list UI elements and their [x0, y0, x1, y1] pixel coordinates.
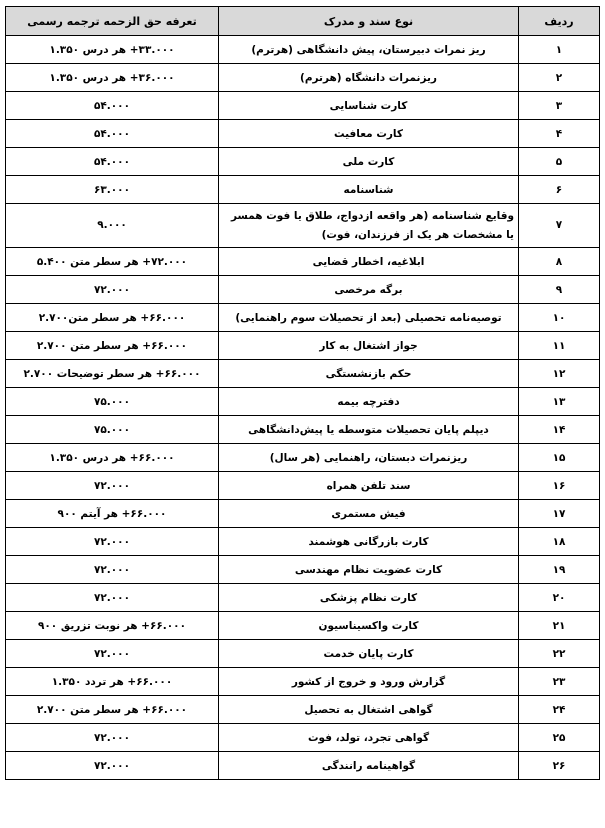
row-number: ۱۷ [519, 500, 600, 528]
row-number: ۲ [519, 64, 600, 92]
row-number: ۱۲ [519, 360, 600, 388]
row-number: ۲۱ [519, 612, 600, 640]
document-type: کارت نظام پزشکی [219, 584, 519, 612]
document-type: حکم بازنشستگی [219, 360, 519, 388]
document-type: فیش مستمری [219, 500, 519, 528]
document-type: توصیه‌نامه تحصیلی (بعد از تحصیلات سوم راهنمایی) [219, 304, 519, 332]
row-number: ۲۶ [519, 752, 600, 780]
table-row [6, 176, 600, 204]
row-number: ۲۵ [519, 724, 600, 752]
translation-fee: ۶۶.۰۰۰+ هر سطر متن ۲.۷۰۰ [6, 332, 219, 360]
translation-fee: ۹.۰۰۰ [6, 204, 219, 248]
translation-fee: ۷۲.۰۰۰ [6, 472, 219, 500]
translation-fee: ۶۶.۰۰۰+ هر سطر متن۲.۷۰۰ [6, 304, 219, 332]
row-number: ۲۴ [519, 696, 600, 724]
document-type: کارت بازرگانی هوشمند [219, 528, 519, 556]
document-type: دیپلم پایان تحصیلات متوسطه یا پیش‌دانشگاهی [219, 416, 519, 444]
translation-fee: ۷۲.۰۰۰ [6, 528, 219, 556]
row-number: ۹ [519, 276, 600, 304]
header-document-type: نوع سند و مدرک [219, 7, 519, 36]
table-row [6, 444, 600, 472]
document-type: ریزنمرات دانشگاه (هرترم) [219, 64, 519, 92]
document-type: کارت معافیت [219, 120, 519, 148]
document-type: ریزنمرات دبستان، راهنمایی (هر سال) [219, 444, 519, 472]
table-row [6, 500, 600, 528]
table-row [6, 248, 600, 276]
table-row [6, 668, 600, 696]
translation-fee: ۶۶.۰۰۰+ هر نوبت تزریق ۹۰۰ [6, 612, 219, 640]
translation-fee: ۵۴.۰۰۰ [6, 148, 219, 176]
row-number: ۳ [519, 92, 600, 120]
table-row [6, 120, 600, 148]
table-row [6, 92, 600, 120]
document-type: برگه مرخصی [219, 276, 519, 304]
row-number: ۱۶ [519, 472, 600, 500]
row-number: ۱ [519, 36, 600, 64]
translation-fee: ۷۵.۰۰۰ [6, 416, 219, 444]
table-row [6, 640, 600, 668]
document-type: کارت ملی [219, 148, 519, 176]
translation-fee: ۷۲.۰۰۰ [6, 640, 219, 668]
table-row [6, 528, 600, 556]
document-type: کارت پایان خدمت [219, 640, 519, 668]
header-translation-fee: تعرفه حق الزحمه ترجمه رسمی [6, 7, 219, 36]
translation-fee-table [5, 6, 600, 780]
document-type: گواهی تجرد، تولد، فوت [219, 724, 519, 752]
table-row [6, 36, 600, 64]
translation-fee: ۳۳.۰۰۰+ هر درس ۱.۳۵۰ [6, 36, 219, 64]
table-row [6, 332, 600, 360]
translation-fee: ۳۶.۰۰۰+ هر درس ۱.۳۵۰ [6, 64, 219, 92]
translation-fee: ۶۶.۰۰۰+ هر سطر متن ۲.۷۰۰ [6, 696, 219, 724]
translation-fee: ۷۲.۰۰۰+ هر سطر متن ۵.۴۰۰ [6, 248, 219, 276]
translation-fee: ۷۲.۰۰۰ [6, 724, 219, 752]
translation-fee: ۶۶.۰۰۰+ هر سطر توضیحات ۲.۷۰۰ [6, 360, 219, 388]
table-row [6, 416, 600, 444]
fee-table-container [5, 6, 599, 780]
translation-fee: ۷۲.۰۰۰ [6, 276, 219, 304]
table-row [6, 148, 600, 176]
table-row [6, 556, 600, 584]
document-type: گواهینامه رانندگی [219, 752, 519, 780]
translation-fee: ۵۴.۰۰۰ [6, 92, 219, 120]
row-number: ۲۰ [519, 584, 600, 612]
document-type: کارت عضویت نظام مهندسی [219, 556, 519, 584]
translation-fee: ۵۴.۰۰۰ [6, 120, 219, 148]
document-type: شناسنامه [219, 176, 519, 204]
row-number: ۲۲ [519, 640, 600, 668]
translation-fee: ۶۶.۰۰۰+ هر درس ۱.۳۵۰ [6, 444, 219, 472]
row-number: ۱۹ [519, 556, 600, 584]
row-number: ۷ [519, 204, 600, 248]
translation-fee: ۷۲.۰۰۰ [6, 584, 219, 612]
document-type: ابلاغیه، اخطار قضایی [219, 248, 519, 276]
row-number: ۱۳ [519, 388, 600, 416]
row-number: ۱۵ [519, 444, 600, 472]
document-type: گزارش ورود و خروج از کشور [219, 668, 519, 696]
document-type: ریز نمرات دبیرستان، پیش دانشگاهی (هرترم) [219, 36, 519, 64]
translation-fee: ۷۲.۰۰۰ [6, 752, 219, 780]
row-number: ۱۴ [519, 416, 600, 444]
row-number: ۸ [519, 248, 600, 276]
table-header-row [6, 7, 600, 36]
document-type: گواهی اشتغال به تحصیل [219, 696, 519, 724]
document-type: وقایع شناسنامه (هر واقعه ازدواج، طلاق یا فوت همسر یا مشخصات هر یک از فرزندان، فوت) [219, 204, 519, 248]
row-number: ۴ [519, 120, 600, 148]
document-type: دفترچه بیمه [219, 388, 519, 416]
document-type: جواز اشتغال به کار [219, 332, 519, 360]
row-number: ۵ [519, 148, 600, 176]
table-row [6, 472, 600, 500]
translation-fee: ۶۶.۰۰۰+ هر آیتم ۹۰۰ [6, 500, 219, 528]
row-number: ۱۱ [519, 332, 600, 360]
document-type: سند تلفن همراه [219, 472, 519, 500]
row-number: ۱۰ [519, 304, 600, 332]
document-type: کارت واکسیناسیون [219, 612, 519, 640]
translation-fee: ۷۵.۰۰۰ [6, 388, 219, 416]
translation-fee: ۷۲.۰۰۰ [6, 556, 219, 584]
row-number: ۶ [519, 176, 600, 204]
translation-fee: ۶۶.۰۰۰+ هر تردد ۱.۳۵۰ [6, 668, 219, 696]
table-row [6, 276, 600, 304]
table-row [6, 584, 600, 612]
table-row [6, 388, 600, 416]
table-row [6, 612, 600, 640]
table-row [6, 204, 600, 248]
row-number: ۲۳ [519, 668, 600, 696]
table-row [6, 696, 600, 724]
table-row [6, 360, 600, 388]
table-row [6, 304, 600, 332]
translation-fee: ۶۳.۰۰۰ [6, 176, 219, 204]
table-row [6, 64, 600, 92]
row-number: ۱۸ [519, 528, 600, 556]
table-row [6, 752, 600, 780]
document-type: کارت شناسایی [219, 92, 519, 120]
table-row [6, 724, 600, 752]
header-row-number: ردیف [519, 7, 600, 36]
